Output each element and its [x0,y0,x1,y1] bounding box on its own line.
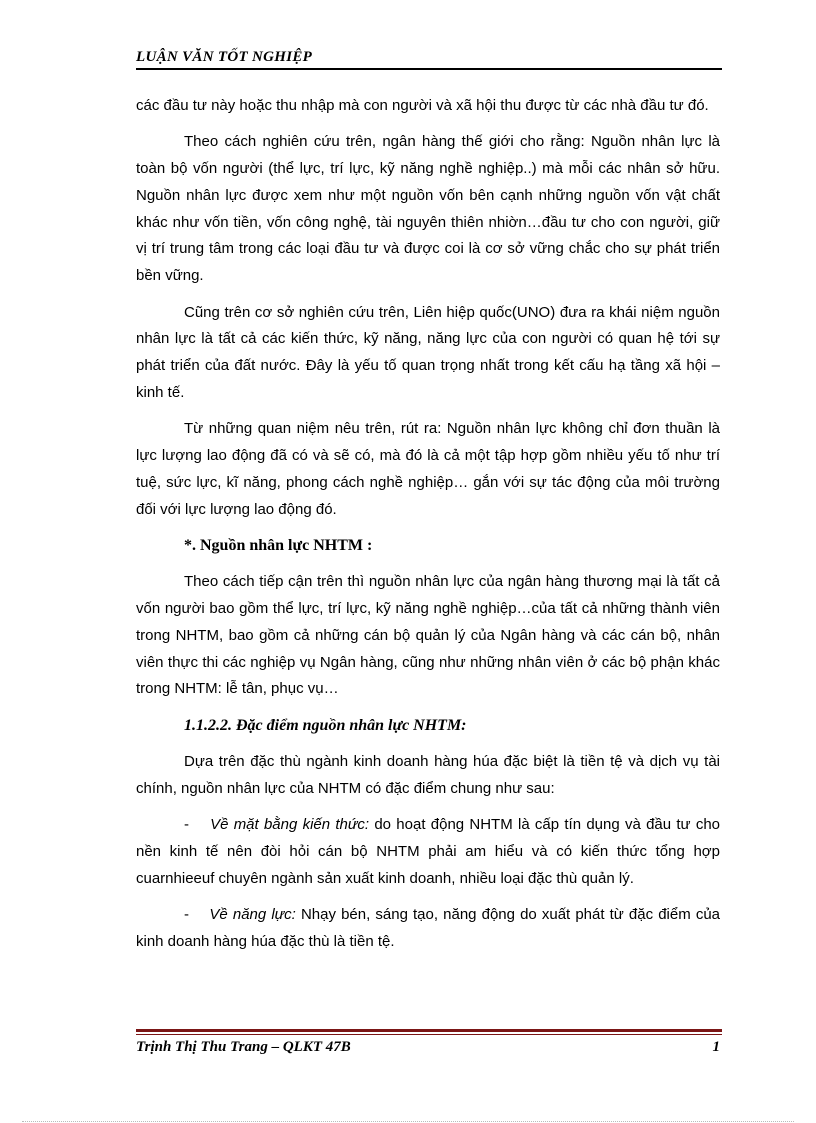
bullet-lead-knowledge: Về mặt bằng kiến thức: [210,816,370,834]
bullet-knowledge [136,812,720,892]
bullet-text-knowledge: do hoạt động NHTM là cấp tín dụng và đầu tư cho nền kinh tế nên đòi hỏi cán bộ NHTM phải am hiểu và có kiến thức tổng hợp cuarnhieeuf chuyên ngành sản xuất kinh doanh, nhiều loại đặc thù quản lý. [136,816,721,887]
paragraph-continuation: các đầu tư này hoặc thu nhập mà con người và xã hội thu được từ các nhà đầu tư đó. [136,97,709,114]
paragraph-characteristics-intro: Dựa trên đặc thù ngành kinh doanh hàng húa đặc biệt là tiền tệ và dịch vụ tài chính, nguồn nhân lực của NHTM có đặc điểm chung như sau: [136,753,720,797]
bullet-lead-ability: Về năng lực: [209,906,296,924]
bullet-ability [136,902,720,956]
bullet-dash: - [184,906,189,924]
paragraph-nhtm-definition: Theo cách tiếp cận trên thì nguồn nhân lực của ngân hàng thương mại là tất cả vốn người bao gồm thể lực, trí lực, kỹ năng nghề nghiệp…của tất cả những thành viên trong NHTM, bao gồm cả những cán bộ quản lý của Ngân hàng và các cán bộ, nhân viên thực thi các nghiệp vụ Ngân hàng, cũng như những nhân viên ở các bộ phận khác trong NHTM: lễ tân, phục vụ… [136,573,720,698]
paragraph-world-bank: Theo cách nghiên cứu trên, ngân hàng thế giới cho rằng: Nguồn nhân lực là toàn bộ vốn người (thể lực, trí lực, kỹ năng nghề nghiệp..) mà mỗi các nhân sở hữu. Nguồn nhân lực được xem như một nguồn vốn bên cạnh những nguồn vốn vật chất khác như vốn tiền, vốn công nghệ, tài nguyên thiên nhiờn…đầu tư cho con người, giữ vị trí trung tâm trong các loại đầu tư và được coi là cơ sở vững chắc cho sự phát triển bền vững. [136,133,720,285]
page-edge-divider [22,1121,794,1122]
footer-rule-thin [136,1034,722,1035]
header-rule [136,68,722,70]
bullet-dash: - [184,816,189,834]
footer-author: Trịnh Thị Thu Trang – QLKT 47B [136,1039,351,1055]
paragraph-conclusion: Từ những quan niệm nêu trên, rút ra: Nguồn nhân lực không chỉ đơn thuần là lực lượng lao động đã có và sẽ có, mà đó là cả một tập hợp gồm nhiều yếu tố như trí tuệ, sức lực, kĩ năng, phong cách nghề nghiệp… gắn với sự tác động của môi trường đối với lực lượng lao động đó. [136,420,720,518]
subsection-heading: 1.1.2.2. Đặc điểm nguồn nhân lực NHTM: [184,716,467,734]
document-body [136,93,720,965]
section-heading-nhtm: *. Nguồn nhân lực NHTM : [184,536,373,554]
footer-rule-thick [136,1029,722,1032]
bullet-text-ability: Nhạy bén, sáng tạo, năng động do xuất phát từ đặc điểm của kinh doanh hàng húa đặc thù là tiền tệ. [136,906,721,950]
paragraph-uno: Cũng trên cơ sở nghiên cứu trên, Liên hiệp quốc(UNO) đưa ra khái niệm nguồn nhân lực là tất cả các kiến thức, kỹ năng, năng lực của con người có quan hệ tới sự phát triển của đất nước. Đây là yếu tố quan trọng nhất trong kết cấu hạ tầng xã hội – kinh tế. [136,303,720,401]
document-header: LUẬN VĂN TỐT NGHIỆP [136,49,313,65]
page-number: 1 [712,1039,720,1055]
